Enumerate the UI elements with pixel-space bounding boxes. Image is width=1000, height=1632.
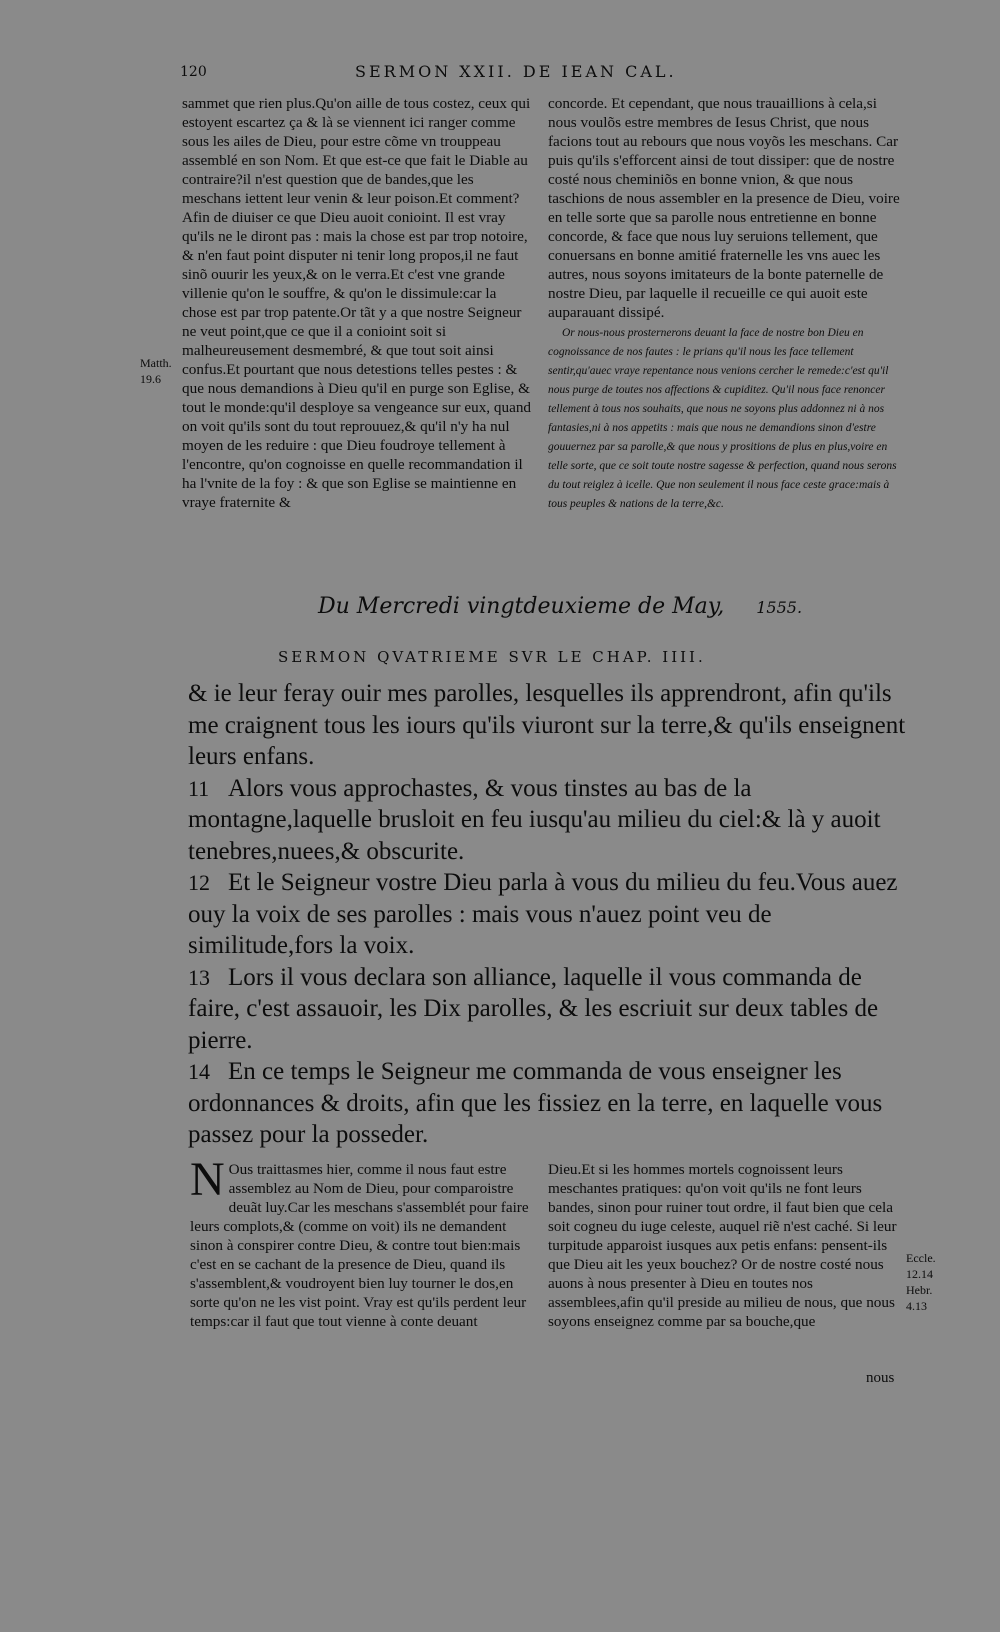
margin-ref: Matth. xyxy=(140,356,172,370)
sermon-title: SERMON QVATRIEME SVR LE CHAP. IIII. xyxy=(278,648,706,666)
sermon-text xyxy=(190,1153,532,1331)
verse-text: Alors vous approchastes, & vous tinstes au bas de la montagne,laquelle brusloit en feu iusqu'au milieu du ciel:& là y auoit tenebres,nuees,& obscurite. xyxy=(188,774,881,865)
verse xyxy=(188,867,908,962)
margin-ref: Hebr. xyxy=(906,1283,933,1297)
verse-text: En ce temps le Seigneur me commanda de vous enseigner les ordonnances & droits, afin que les fissiez en la terre, en laquelle vous passez pour la posseder. xyxy=(188,1058,883,1148)
left-column-bottom xyxy=(190,1153,532,1331)
margin-note-eccl-hebr xyxy=(906,1250,946,1314)
margin-ref: 4.13 xyxy=(906,1299,927,1313)
verse-text: Lors il vous declara son alliance, laquelle il vous commanda de faire, c'est assauoir, les Dix parolles, & les escriuit sur deux tables de pierre. xyxy=(188,963,879,1054)
margin-ref: 19.6 xyxy=(140,372,161,386)
dateline-text: Du Mercredi vingtdeuxieme de May, xyxy=(318,594,725,619)
verse-number: 13 xyxy=(188,964,210,990)
sermon-text: sammet que rien plus.Qu'on aille de tous costez, ceux qui estoyent escartez ça & là se viennent ici ranger comme sous les ailes de Dieu, pour estre cõme vn trouppeau assemblé en son Nom. Et que est-ce que fait le Diable au contraire?il n'est question que de bandes,que les meschans iettent leur venin & leur poison.Et comment?Afin de diuiser ce que Dieu auoit conioint. Il est vray qu'ils ne le diront pas : mais la chose est par trop notoire, & n'en faut point disputer ni tenir long propos,il ne faut sinõ ouurir les yeux,& on le verra.Et c'est vne grande villenie qu'on le souffre, & qu'on le dissimule:car la chose est par trop patente.Or tãt y a que nostre Seigneur ne veut point,que ce que il a conioint soit si malheureusement desmembré, & que tout soit ainsi confus.Et pourtant que nous detestions telles pestes : & que nous demandions à Dieu qu'il en purge son Eglise, & tout le monde:qu'il desploye sa vengeance sur eux, quand on voit qu'ils sont du tout reprouuez,& qu'il n'y ha nul moyen de les reduire : que Dieu foudroye tellement à l'encontre, qu'on cognoisse en quelle recommandation il ha l'vnite de la foy : & que son Eglise se maintienne en vraye fraternite & xyxy=(182,95,532,511)
margin-note-matthew xyxy=(140,355,180,387)
drop-cap: N xyxy=(190,1153,225,1206)
paragraph-text: Ous traittasmes hier, comme il nous faut estre assemblez au Nom de Dieu, pour comparoistre deuãt luy.Car les meschans s'assemblét pour faire leurs complots,& (comme on voit) ils ne demandent sinon à conspirer contre Dieu, & contre tout bien:mais c'est en se cachant de la presence de Dieu, quand ils s'assemblent,& voudroyent bien luy tourner le dos,en sorte qu'on ne les vist point. Vray est qu'ils perdent leur temps:car il faut que tout vienne à conte deuant xyxy=(190,1161,529,1330)
right-column-top xyxy=(548,94,906,514)
right-column-bottom xyxy=(548,1160,906,1331)
verse-number: 12 xyxy=(188,870,210,895)
verse xyxy=(188,1056,908,1151)
dateline xyxy=(318,594,918,619)
verse xyxy=(188,773,908,868)
margin-ref: 12.14 xyxy=(906,1267,933,1281)
catchword: nous xyxy=(866,1370,895,1386)
verse xyxy=(188,962,908,1057)
verse xyxy=(188,678,908,773)
sermon-text: Dieu.Et si les hommes mortels cognoissent leurs meschantes pratiques: qu'on voit qu'ils ne font leurs bandes, sinon pour ruiner tout ordre, il faut bien que cela soit cogneu du iuge celeste, auquel riẽ n'est caché. Si leur turpitude apparoist iusques aux petis enfans: pensent-ils que Dieu ait les yeux bouchez? Or de nostre costé nous auons à nous presenter à Dieu en toutes nos assemblees,afin qu'il preside au milieu de nous, que nous soyons enseignez comme par sa bouche,que xyxy=(548,1161,897,1330)
scripture-passage xyxy=(188,678,908,1151)
margin-ref: Eccle. xyxy=(906,1251,936,1265)
left-column-top xyxy=(182,94,534,512)
verse-number: 14 xyxy=(188,1059,210,1084)
page-number: 120 xyxy=(180,64,207,80)
dateline-year: 1555. xyxy=(756,598,803,617)
prayer-note: Or nous-nous prosternerons deuant la face de nostre bon Dieu en cognoissance de nos fautes : le prians qu'il nous les face tellement sentir,qu'auec vraye repentance nous venions cercher le remede:c'est qu'il nous purge de toutes nos affections & cupiditez. Qu'il nous face renoncer tellement à tous nos souhaits, que nous ne soyons plus addonnez ni à nos fantasies,ni à nos appetits : mais que nous ne demandions sinon d'estre gouuernez par sa parolle,& que nous y prositions de plus en plus,voire en telle sorte, que ce soit toute nostre sagesse & perfection, quand nous serons du tout reiglez à icelle. Que non seulement il nous face ceste grace:mais à tous peuples & nations de la terre,&c. xyxy=(548,327,897,510)
verse-text: Et le Seigneur vostre Dieu parla à vous du milieu du feu.Vous auez ouy la voix de ses parolles : mais vous n'auez point veu de similitude,fors la voix. xyxy=(188,869,898,959)
verse-number: 11 xyxy=(188,775,210,801)
sermon-text: concorde. Et cependant, que nous trauaillions à cela,si nous voulõs estre membres de Iesus Christ, que nous facions tout au rebours que nous voyõs les meschans. Car puis qu'ils s'efforcent ainsi de tout dissiper: que de nostre costé nous cheminiõs en bonne vnion, & que nous taschions de nous assembler en la presence de Dieu, voire en telle sorte que sa parolle nous entretienne en bonne concorde, & face que nous luy seruions tellement, que conuersans en bonne amitié fraternelle les vns auec les autres, nous soyons imitateurs de la bonte paternelle de nostre Dieu, par laquelle il recueille ce qui auoit este auparauant dissipé. xyxy=(548,95,900,321)
verse-text: & ie leur feray ouir mes parolles, lesquelles ils apprendront, afin qu'ils me craignent tous les iours qu'ils viuront sur la terre,& qu'ils enseignent leurs enfans. xyxy=(188,680,906,770)
running-title: SERMON XXII. DE IEAN CAL. xyxy=(355,62,677,81)
